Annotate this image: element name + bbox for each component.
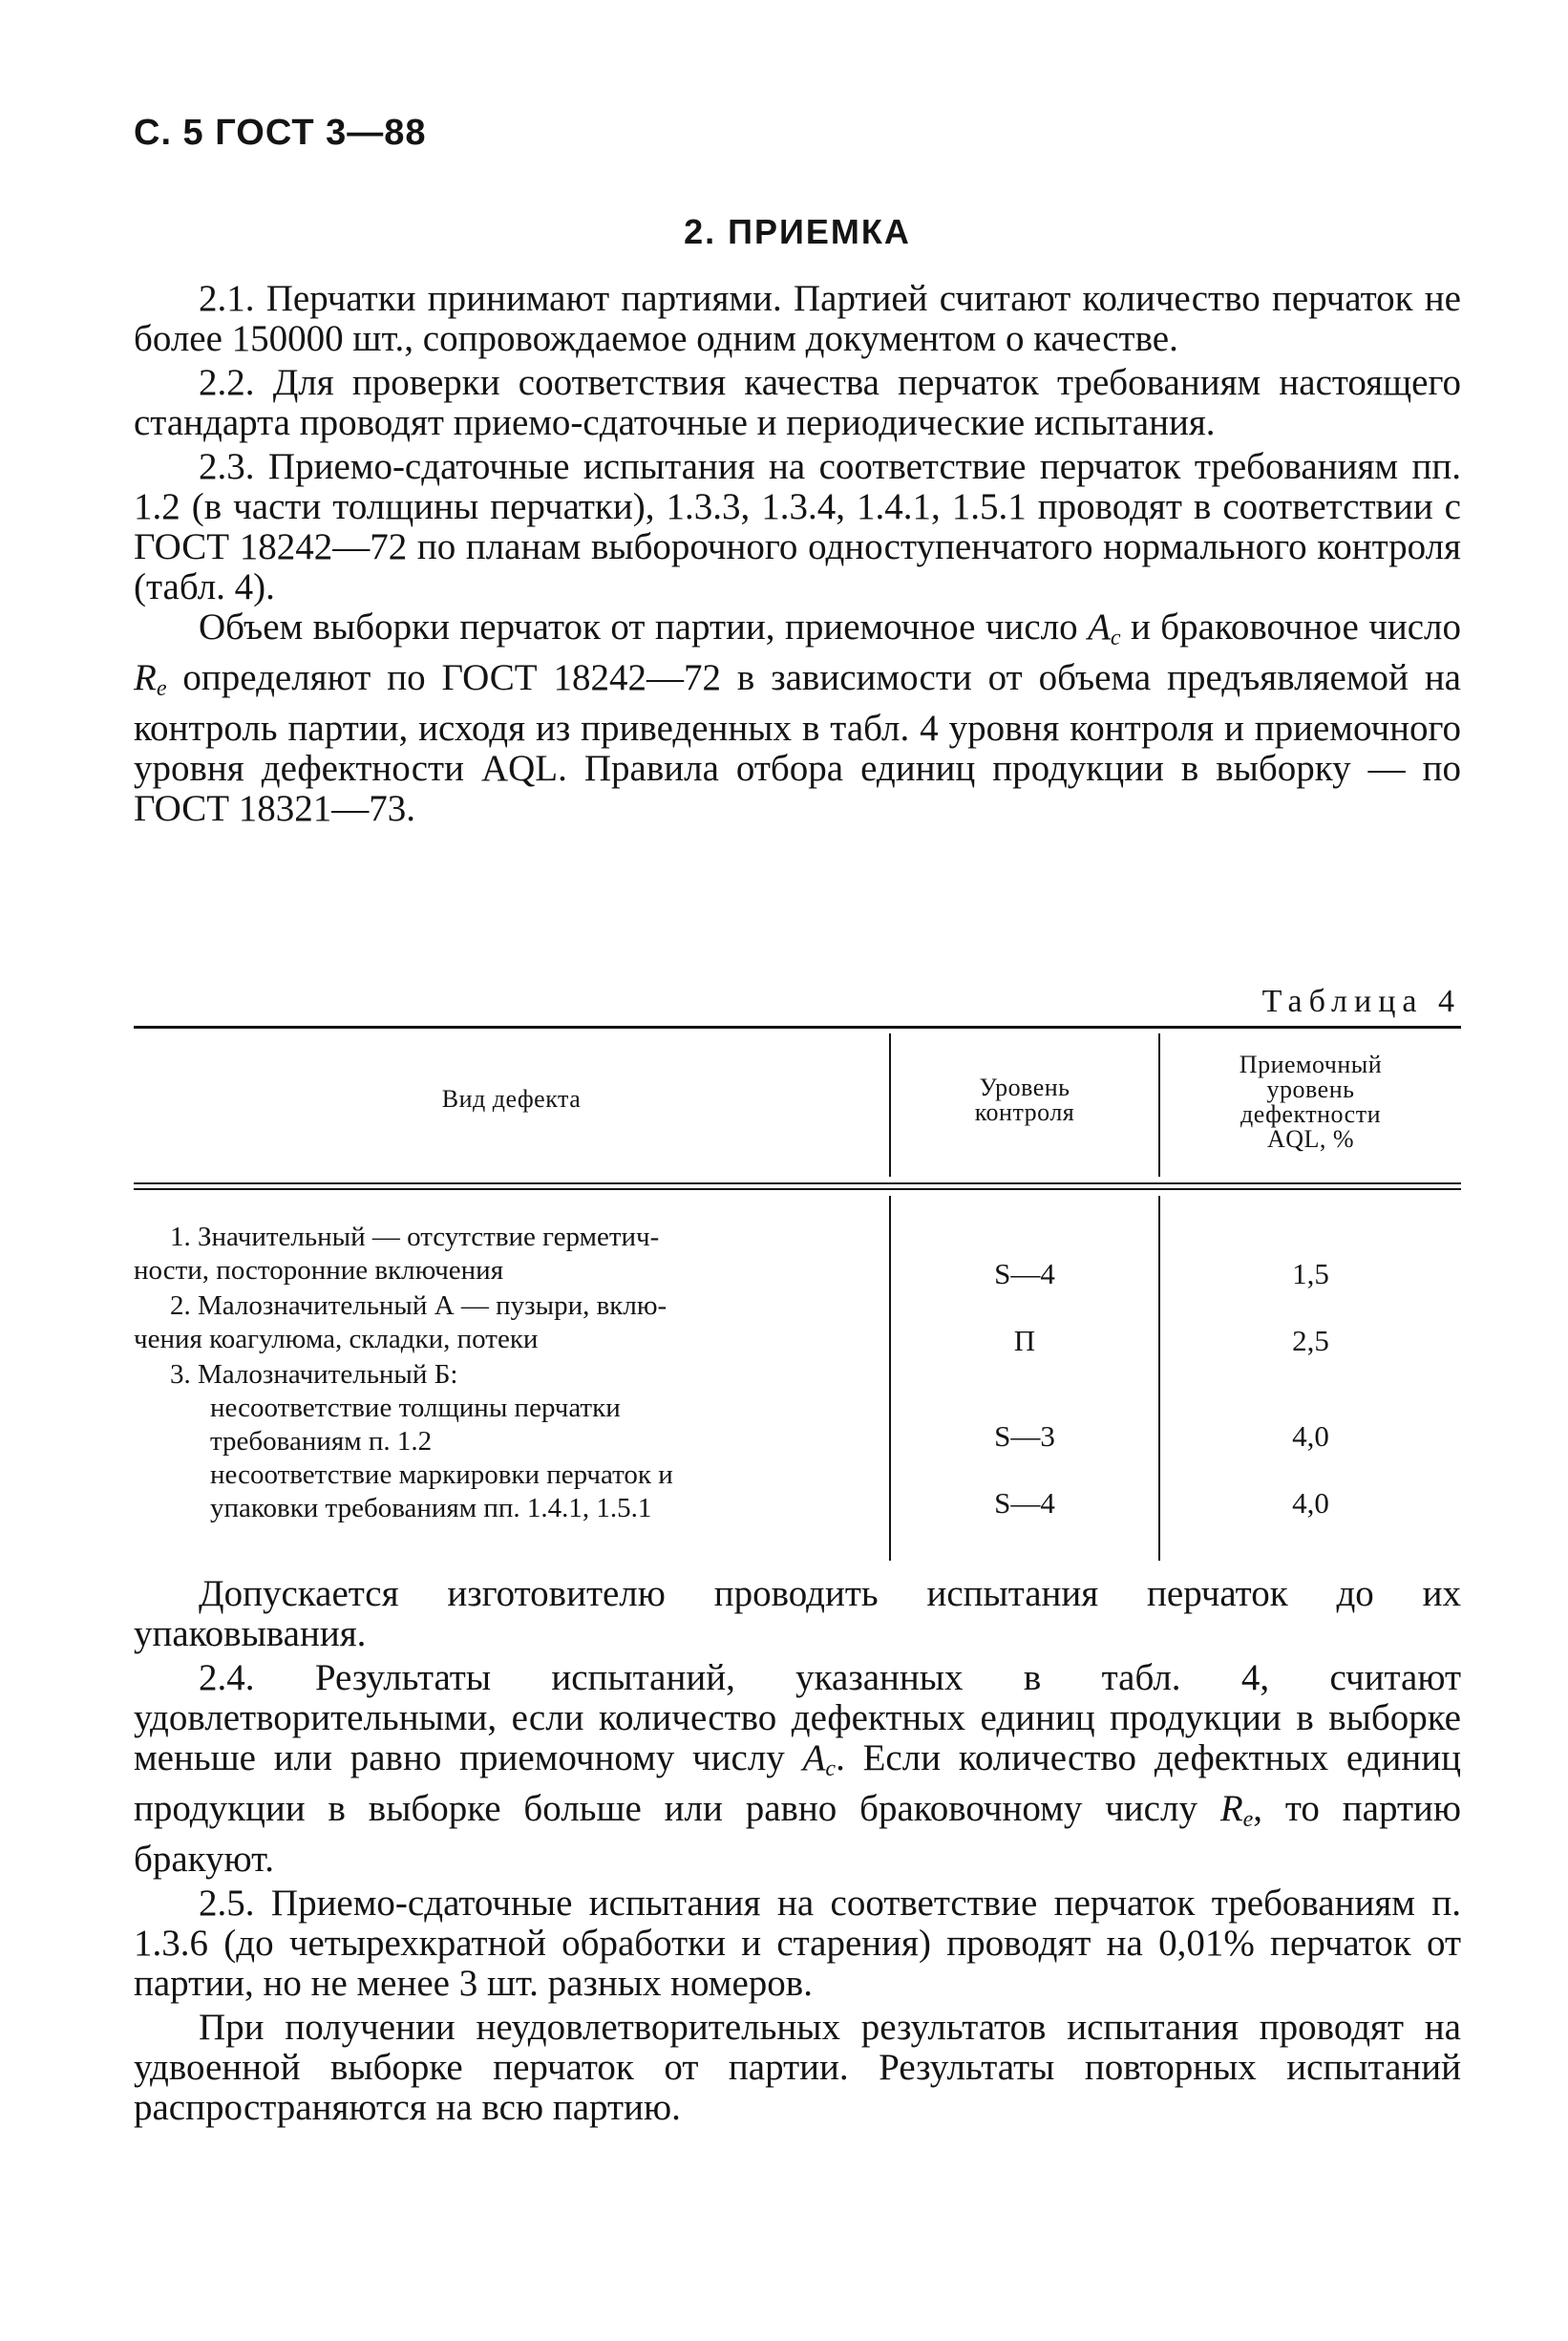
header-line: дефектности	[1240, 1100, 1381, 1128]
table-top-rule	[134, 1026, 1461, 1029]
symbol-sub-c: c	[825, 1756, 837, 1781]
table-row-2-aql: 2,5	[1292, 1324, 1329, 1357]
section-title: 2. ПРИЕМКА	[684, 212, 911, 251]
header-line: AQL, %	[1266, 1125, 1355, 1153]
symbol-r: R	[1219, 1788, 1243, 1829]
text-run: и браковочное число	[1120, 607, 1461, 648]
header-line: Приемочный	[1239, 1051, 1383, 1078]
page-header: С. 5 ГОСТ 3—88	[134, 113, 427, 153]
header-control-level	[891, 1075, 1158, 1125]
header-line: Уровень	[979, 1074, 1070, 1101]
header-defect-type: Вид дефекта	[441, 1085, 582, 1113]
table-row-1-level: S—4	[994, 1257, 1055, 1290]
text-run: . Если количество дефектных единиц продукции в выборке больше или равно браковочному числу	[134, 1737, 1461, 1829]
cell-line: несоответствие толщины перчатки	[210, 1393, 621, 1423]
cell-line: несоответствие маркировки перчаток и	[210, 1459, 673, 1490]
paragraph-after-table: Допускается изготовителю проводить испытания перчаток до их упаковывания.	[134, 1573, 1461, 1654]
paragraph-final: При получении неудовлетворительных результатов испытания проводят на удвоенной выборке перчаток от партии. Результаты повторных испытаний распространяются на всю партию.	[134, 2007, 1461, 2128]
text-run: определяют по ГОСТ 18242—72 в зависимости от объема предъявляемой на контроль партии, исходя из приведенных в табл. 4 уровня контроля и приемочного уровня дефектности AQL. Правила отбора единиц продукции в выборку — по ГОСТ 18321—73.	[134, 657, 1461, 829]
symbol-sub-e: e	[1242, 1807, 1254, 1832]
symbol-re	[134, 657, 167, 701]
text-run: , то партию бракуют.	[134, 1788, 1462, 1880]
table-row-1-defect	[134, 1221, 871, 1288]
symbol-re	[1219, 1788, 1254, 1832]
table-row-3a-aql: 4,0	[1292, 1419, 1329, 1453]
cell-line: 2. Малозначительный А — пузыри, вклю-	[170, 1290, 667, 1321]
cell-line: 1. Значительный — отсутствие герметич-	[170, 1222, 660, 1252]
table-caption: Таблица 4	[1261, 984, 1461, 1019]
cell-line: чения коагулюма, складки, потеки	[134, 1324, 539, 1354]
table-row-3-defect	[134, 1358, 871, 1525]
header-aql	[1160, 1053, 1461, 1152]
paragraph-2-3-sample	[134, 607, 1461, 829]
paragraph-2-2: 2.2. Для проверки соответствия качества перчаток требованиям настоящего стандарта проводят приемо-сдаточные и периодические испытания.	[134, 362, 1461, 443]
cell-line: ности, посторонние включения	[134, 1255, 504, 1286]
document-page	[134, 0, 1461, 2341]
cell-line: 3. Малозначительный Б:	[170, 1359, 458, 1390]
paragraph-2-1: 2.1. Перчатки принимают партиями. Партией считают количество перчаток не более 150000 шт., сопровождаемое одним документом о качестве.	[134, 278, 1461, 359]
symbol-ac	[802, 1737, 837, 1781]
table-row-3b-level: S—4	[994, 1486, 1055, 1520]
table-row-3a-level: S—3	[994, 1419, 1055, 1453]
text-run: Объем выборки перчаток от партии, приемочное число	[199, 607, 1089, 648]
text-block-top	[134, 279, 1461, 829]
table-row-3b-aql: 4,0	[1292, 1486, 1329, 1520]
table-header-rule-1	[134, 1182, 1461, 1184]
text-block-bottom	[134, 1574, 1461, 2128]
paragraph-2-4	[134, 1658, 1461, 1880]
table-header-rule-2	[134, 1188, 1461, 1190]
cell-line: требованиям п. 1.2	[210, 1426, 433, 1457]
header-line: уровень	[1266, 1075, 1355, 1103]
table-row-1-aql: 1,5	[1292, 1257, 1329, 1290]
cell-line: упаковки требованиям пп. 1.4.1, 1.5.1	[210, 1493, 652, 1523]
symbol-sub-c: c	[1110, 626, 1121, 650]
symbol-ac	[1088, 607, 1120, 648]
symbol-r: R	[134, 657, 157, 698]
symbol-a: A	[802, 1737, 826, 1778]
defects-table	[134, 1026, 1461, 1561]
header-line: контроля	[974, 1098, 1075, 1126]
table-row-2-defect	[134, 1289, 871, 1356]
paragraph-2-5: 2.5. Приемо-сдаточные испытания на соответствие перчаток требованиям п. 1.3.6 (до четырехкратной обработки и старения) проводят на 0,01% перчаток от партии, но не менее 3 шт. разных номеров.	[134, 1883, 1461, 2004]
symbol-sub-e: e	[156, 676, 167, 701]
paragraph-2-3: 2.3. Приемо-сдаточные испытания на соответствие перчаток требованиям пп. 1.2 (в части толщины перчатки), 1.3.3, 1.3.4, 1.4.1, 1.5.1 проводят в соответствии с ГОСТ 18242—72 по планам выборочного одноступенчатого нормального контроля (табл. 4).	[134, 446, 1461, 607]
text-run: 2.4. Результаты испытаний, указанных в табл. 4, считают удовлетворительными, если количество дефектных единиц продукции в выборке меньше или равно приемочному числу	[134, 1657, 1461, 1778]
symbol-a: A	[1088, 607, 1111, 648]
table-row-2-level: П	[1013, 1324, 1036, 1357]
